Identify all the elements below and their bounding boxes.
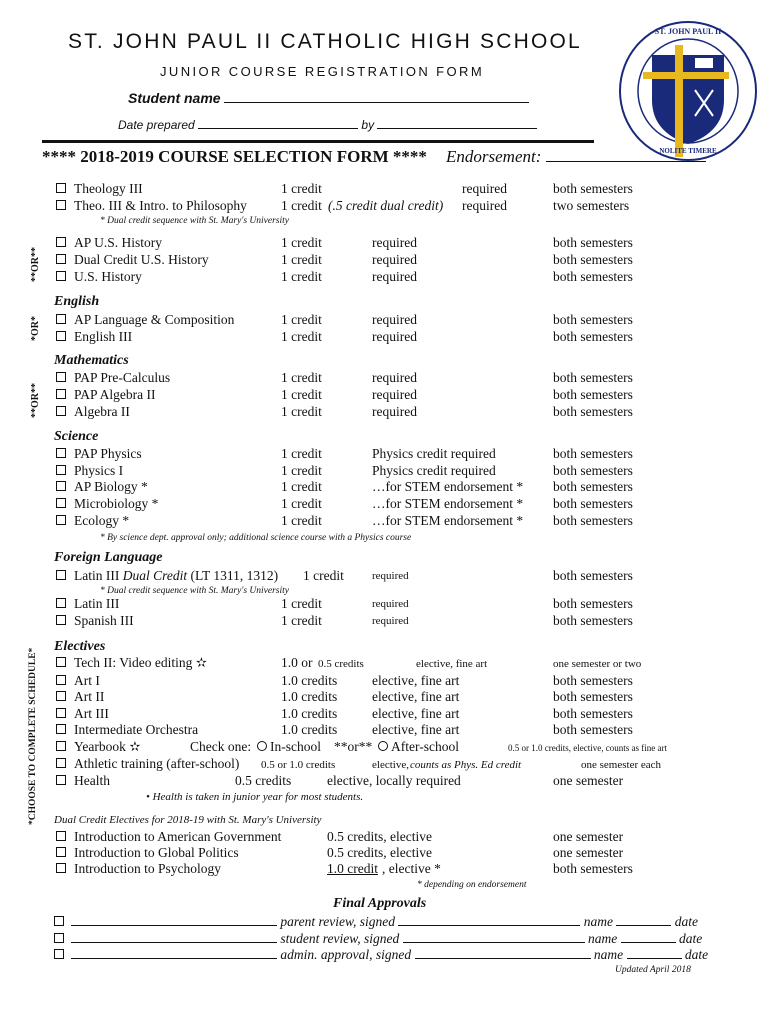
checkbox-icon[interactable] [56, 498, 66, 508]
course-requirement: required [372, 252, 417, 267]
course-semesters: both semesters [553, 513, 633, 528]
signature-line[interactable] [71, 925, 277, 926]
yearbook-credit-info: 0.5 or 1.0 credits, elective, counts as fine art [508, 743, 667, 753]
in-school-radio[interactable] [257, 739, 321, 755]
choose-bracket-label: *CHOOSE TO COMPLETE SCHEDULE* [28, 647, 38, 825]
endorsement-label: Endorsement: [446, 147, 542, 166]
course-semesters: both semesters [553, 613, 633, 628]
checkbox-icon[interactable] [56, 372, 66, 382]
checkbox-icon[interactable] [54, 949, 64, 959]
course-checkbox[interactable] [56, 269, 73, 285]
by-label: by [361, 118, 375, 132]
date-label: date [684, 947, 709, 962]
course-semesters: both semesters [553, 673, 633, 688]
date-prepared-field[interactable] [118, 117, 537, 133]
signature-line[interactable] [415, 958, 591, 959]
course-requirement: required [372, 269, 417, 284]
signature-line[interactable] [398, 925, 580, 926]
signature-line[interactable] [403, 942, 585, 943]
course-checkbox[interactable] [56, 845, 73, 861]
approval-label: student review, signed [280, 931, 400, 946]
name-line[interactable] [621, 942, 676, 943]
checkbox-icon[interactable] [56, 863, 66, 873]
form-title: JUNIOR COURSE REGISTRATION FORM [160, 64, 485, 79]
course-requirement: required [372, 570, 409, 582]
checkbox-icon[interactable] [56, 657, 66, 667]
course-semesters: both semesters [553, 181, 633, 196]
or-bracket-label: **OR** [30, 383, 41, 418]
checkbox-icon[interactable] [56, 314, 66, 324]
course-semesters: both semesters [553, 252, 633, 267]
section-heading-science: Science [54, 429, 99, 444]
course-semesters: both semesters [553, 596, 633, 611]
course-checkbox[interactable] [56, 252, 73, 268]
course-credit: 1.0 or [281, 655, 313, 670]
course-name: AP Language & Composition [74, 312, 235, 327]
course-requirement: required [372, 615, 409, 627]
or-bracket-label: *OR* [30, 316, 41, 341]
course-checkbox[interactable] [56, 689, 73, 705]
course-requirement: Physics credit required [372, 446, 496, 461]
checkbox-icon[interactable] [56, 331, 66, 341]
course-code: (LT 1311, 1312) [190, 568, 279, 583]
section-heading-english: English [54, 294, 100, 309]
signature-line[interactable] [71, 942, 277, 943]
final-approvals-heading: Final Approvals [333, 896, 427, 911]
course-semesters: both semesters [553, 312, 633, 327]
course-requirement: elective, locally required [327, 773, 461, 788]
course-requirement: required [372, 370, 417, 385]
course-name: Art III [74, 706, 109, 721]
course-semesters: both semesters [553, 269, 633, 284]
date-prepared-label: Date prepared [118, 118, 195, 132]
course-semesters: both semesters [553, 235, 633, 250]
checkbox-icon[interactable] [56, 237, 66, 247]
course-requirement: elective, fine art [372, 689, 460, 704]
course-credit: 1 credit [281, 252, 322, 267]
checkbox-icon[interactable] [56, 389, 66, 399]
course-checkbox[interactable] [56, 404, 73, 420]
course-credit: 0.5 credits, elective [327, 845, 432, 860]
checkbox-icon[interactable] [56, 271, 66, 281]
checkbox-icon[interactable] [56, 691, 66, 701]
course-requirement: required [372, 404, 417, 419]
course-checkbox[interactable] [56, 181, 73, 197]
course-name: Introduction to Global Politics [74, 845, 239, 860]
course-semesters: both semesters [553, 463, 633, 478]
course-requirement: required [372, 329, 417, 344]
after-school-label: After-school [391, 739, 459, 754]
course-checkbox[interactable] [56, 673, 73, 689]
course-checkbox[interactable] [56, 235, 73, 251]
course-name: AP Biology * [74, 479, 148, 494]
school-crest-logo [617, 20, 759, 162]
course-name [74, 568, 278, 584]
school-name: ST. JOHN PAUL II CATHOLIC HIGH SCHOOL [68, 30, 582, 53]
course-checkbox[interactable] [56, 706, 73, 722]
course-name: Tech II: Video editing ✫ [74, 655, 208, 670]
course-semesters: both semesters [553, 479, 633, 494]
name-label: name [583, 914, 613, 929]
header-divider [42, 140, 594, 143]
course-credit: 1 credit [281, 387, 322, 402]
credit-note: (.5 credit dual credit) [328, 198, 444, 213]
name-line[interactable] [627, 958, 682, 959]
checkbox-icon[interactable] [56, 775, 66, 785]
course-credit: 0.5 credits, elective [327, 829, 432, 844]
course-checkbox[interactable] [56, 861, 73, 877]
course-name: Yearbook ✫ [74, 739, 141, 754]
course-requirement: required [372, 598, 409, 610]
approval-row[interactable] [54, 947, 708, 963]
course-name: English III [74, 329, 133, 344]
student-name-field[interactable] [128, 90, 529, 106]
approval-row[interactable] [54, 931, 702, 947]
course-checkbox[interactable] [56, 773, 73, 789]
course-name: Introduction to American Government [74, 829, 282, 844]
name-line[interactable] [616, 925, 671, 926]
checkbox-icon[interactable] [54, 933, 64, 943]
course-name: Art I [74, 673, 100, 688]
course-checkbox[interactable] [56, 370, 73, 386]
endorsement-field[interactable] [446, 149, 706, 165]
dual-credit-label: Dual Credit [122, 568, 188, 583]
course-semesters: one semester [553, 845, 624, 860]
course-checkbox[interactable] [56, 739, 73, 755]
course-name: Ecology * [74, 513, 130, 528]
checkbox-icon[interactable] [56, 448, 66, 458]
checkbox-icon[interactable] [56, 570, 66, 580]
section-heading-foreign-language: Foreign Language [54, 550, 163, 565]
course-semesters: both semesters [553, 404, 633, 419]
course-name: PAP Pre-Calculus [74, 370, 171, 385]
course-name: Health [74, 773, 110, 788]
course-requirement: Physics credit required [372, 463, 496, 478]
checkbox-icon[interactable] [56, 741, 66, 751]
section-heading-math: Mathematics [54, 353, 129, 368]
updated-date: Updated April 2018 [615, 965, 691, 975]
course-semesters: one semester each [581, 759, 662, 771]
course-name: PAP Physics [74, 446, 142, 461]
course-name: Algebra II [74, 404, 130, 419]
course-credit: 1 credit [281, 613, 322, 628]
checkbox-icon[interactable] [56, 724, 66, 734]
checkbox-icon[interactable] [56, 831, 66, 841]
course-name: Athletic training (after-school) [74, 756, 240, 771]
course-semesters: both semesters [553, 568, 633, 583]
course-name: AP U.S. History [74, 235, 163, 250]
course-checkbox[interactable] [56, 596, 73, 612]
course-credit: 1 credit [281, 404, 322, 419]
course-credit: 1 credit [281, 370, 322, 385]
course-checkbox[interactable] [56, 829, 73, 845]
course-checkbox[interactable] [56, 312, 73, 328]
after-school-radio[interactable] [378, 739, 459, 755]
course-requirement: required [462, 198, 507, 213]
course-semesters: two semesters [553, 198, 630, 213]
course-credit: 1 credit [281, 269, 322, 284]
course-checkbox[interactable] [56, 568, 73, 584]
dual-credit-note: * Dual credit sequence with St. Mary's University [100, 586, 290, 596]
checkbox-icon[interactable] [54, 916, 64, 926]
course-name: Microbiology * [74, 496, 159, 511]
course-name: Art II [74, 689, 105, 704]
checkbox-icon[interactable] [56, 200, 66, 210]
course-requirement: elective, fine art [372, 722, 460, 737]
checkbox-icon[interactable] [56, 758, 66, 768]
course-credit: 1.0 credits [281, 689, 338, 704]
checkbox-icon[interactable] [56, 481, 66, 491]
course-name: Theology III [74, 181, 143, 196]
science-note: * By science dept. approval only; additional science course with a Physics course [100, 533, 412, 543]
student-name-label: Student name [128, 90, 221, 106]
course-requirement: required [372, 312, 417, 327]
name-label: name [587, 931, 618, 946]
course-name: Introduction to Psychology [74, 861, 221, 876]
course-semesters: both semesters [553, 446, 633, 461]
checkbox-icon[interactable] [56, 675, 66, 685]
course-checkbox[interactable] [56, 387, 73, 403]
course-credit-suffix: , elective * [382, 861, 441, 876]
or-label: **or** [334, 739, 373, 754]
course-requirement: …for STEM endorsement * [372, 496, 524, 511]
course-checkbox[interactable] [56, 756, 73, 772]
course-credit: 1 credit [303, 568, 344, 583]
course-checkbox[interactable] [56, 655, 73, 671]
svg-text:ST. JOHN PAUL II: ST. JOHN PAUL II [654, 27, 722, 36]
checkbox-icon[interactable] [56, 708, 66, 718]
section-heading-dual-credit: Dual Credit Electives for 2018-19 with St. Mary's University [54, 814, 322, 826]
checkbox-icon[interactable] [56, 254, 66, 264]
course-credit: 1 credit [281, 198, 322, 213]
course-requirement: elective, [372, 759, 409, 771]
course-semesters: both semesters [553, 689, 633, 704]
course-credit: 1 credit [281, 446, 322, 461]
radio-icon[interactable] [378, 741, 388, 751]
course-semesters: both semesters [553, 722, 633, 737]
endorsement-note: * depending on endorsement [417, 880, 527, 890]
section-heading-electives: Electives [54, 639, 106, 654]
signature-line[interactable] [71, 958, 277, 959]
course-requirement: required [372, 235, 417, 250]
course-credit: 1.0 credits [281, 673, 338, 688]
course-credit: 0.5 credits [235, 773, 292, 788]
course-checkbox[interactable] [56, 198, 73, 214]
svg-text:NOLITE TIMERE: NOLITE TIMERE [659, 147, 717, 155]
checkbox-icon[interactable] [56, 465, 66, 475]
course-credit: 1 credit [281, 329, 322, 344]
course-credit: 1.0 credits [281, 722, 338, 737]
or-bracket-label: **OR** [30, 247, 41, 282]
approval-label: parent review, signed [280, 914, 395, 929]
course-requirement: elective, fine art [416, 658, 488, 670]
course-requirement: required [372, 387, 417, 402]
course-checkbox[interactable] [56, 463, 73, 479]
course-credit: 1 credit [281, 596, 322, 611]
checkbox-icon[interactable] [56, 515, 66, 525]
checkbox-icon[interactable] [56, 847, 66, 857]
course-checkbox[interactable] [56, 329, 73, 345]
course-credit: 0.5 or 1.0 credits [261, 759, 336, 771]
course-name: U.S. History [74, 269, 142, 284]
course-checkbox[interactable] [56, 722, 73, 738]
date-label: date [678, 931, 703, 946]
course-credit: 1.0 credit [327, 861, 378, 876]
course-semesters: both semesters [553, 496, 633, 511]
course-checkbox[interactable] [56, 496, 73, 512]
course-name: Latin III [74, 596, 120, 611]
course-semesters: one semester [553, 773, 624, 788]
course-requirement: …for STEM endorsement * [372, 479, 524, 494]
checkbox-icon[interactable] [56, 406, 66, 416]
latin-name: Latin III [74, 568, 120, 583]
course-semesters: both semesters [553, 706, 633, 721]
course-name: Theo. III & Intro. to Philosophy [74, 198, 247, 213]
course-requirement: …for STEM endorsement * [372, 513, 524, 528]
dual-credit-note: * Dual credit sequence with St. Mary's University [100, 216, 290, 226]
course-selection-title: **** 2018-2019 COURSE SELECTION FORM **** [42, 147, 427, 166]
course-semesters: both semesters [553, 861, 633, 876]
course-checkbox[interactable] [56, 446, 73, 462]
course-checkbox[interactable] [56, 513, 73, 529]
course-name: Physics I [74, 463, 124, 478]
course-credit: 1 credit [281, 312, 322, 327]
course-credit: 1 credit [281, 479, 322, 494]
course-semesters: one semester or two [553, 658, 642, 670]
course-semesters: both semesters [553, 329, 633, 344]
course-requirement: required [462, 181, 507, 196]
course-credit: 0.5 credits [318, 658, 364, 670]
course-semesters: both semesters [553, 370, 633, 385]
course-name: PAP Algebra II [74, 387, 156, 402]
approval-row[interactable] [54, 914, 698, 930]
course-requirement-note: counts as Phys. Ed credit [410, 759, 522, 771]
course-checkbox[interactable] [56, 479, 73, 495]
approval-label: admin. approval, signed [280, 947, 412, 962]
name-label: name [593, 947, 624, 962]
course-name: Spanish III [74, 613, 134, 628]
in-school-label: In-school [270, 739, 321, 754]
date-label: date [674, 914, 698, 929]
course-credit: 1 credit [281, 463, 322, 478]
checkbox-icon[interactable] [56, 615, 66, 625]
check-one-label: Check one: [190, 739, 252, 754]
course-semesters: one semester [553, 829, 624, 844]
course-credit: 1 credit [281, 496, 322, 511]
course-requirement: elective, fine art [372, 706, 460, 721]
course-credit: 1 credit [281, 235, 322, 250]
checkbox-icon[interactable] [56, 598, 66, 608]
health-note: • Health is taken in junior year for most students. [146, 791, 364, 803]
course-credit: 1 credit [281, 513, 322, 528]
course-credit: 1 credit [281, 181, 322, 196]
course-checkbox[interactable] [56, 613, 73, 629]
course-credit: 1.0 credits [281, 706, 338, 721]
course-semesters: both semesters [553, 387, 633, 402]
course-name: Dual Credit U.S. History [74, 252, 209, 267]
course-name: Intermediate Orchestra [74, 722, 199, 737]
checkbox-icon[interactable] [56, 183, 66, 193]
course-requirement: elective, fine art [372, 673, 460, 688]
radio-icon[interactable] [257, 741, 267, 751]
